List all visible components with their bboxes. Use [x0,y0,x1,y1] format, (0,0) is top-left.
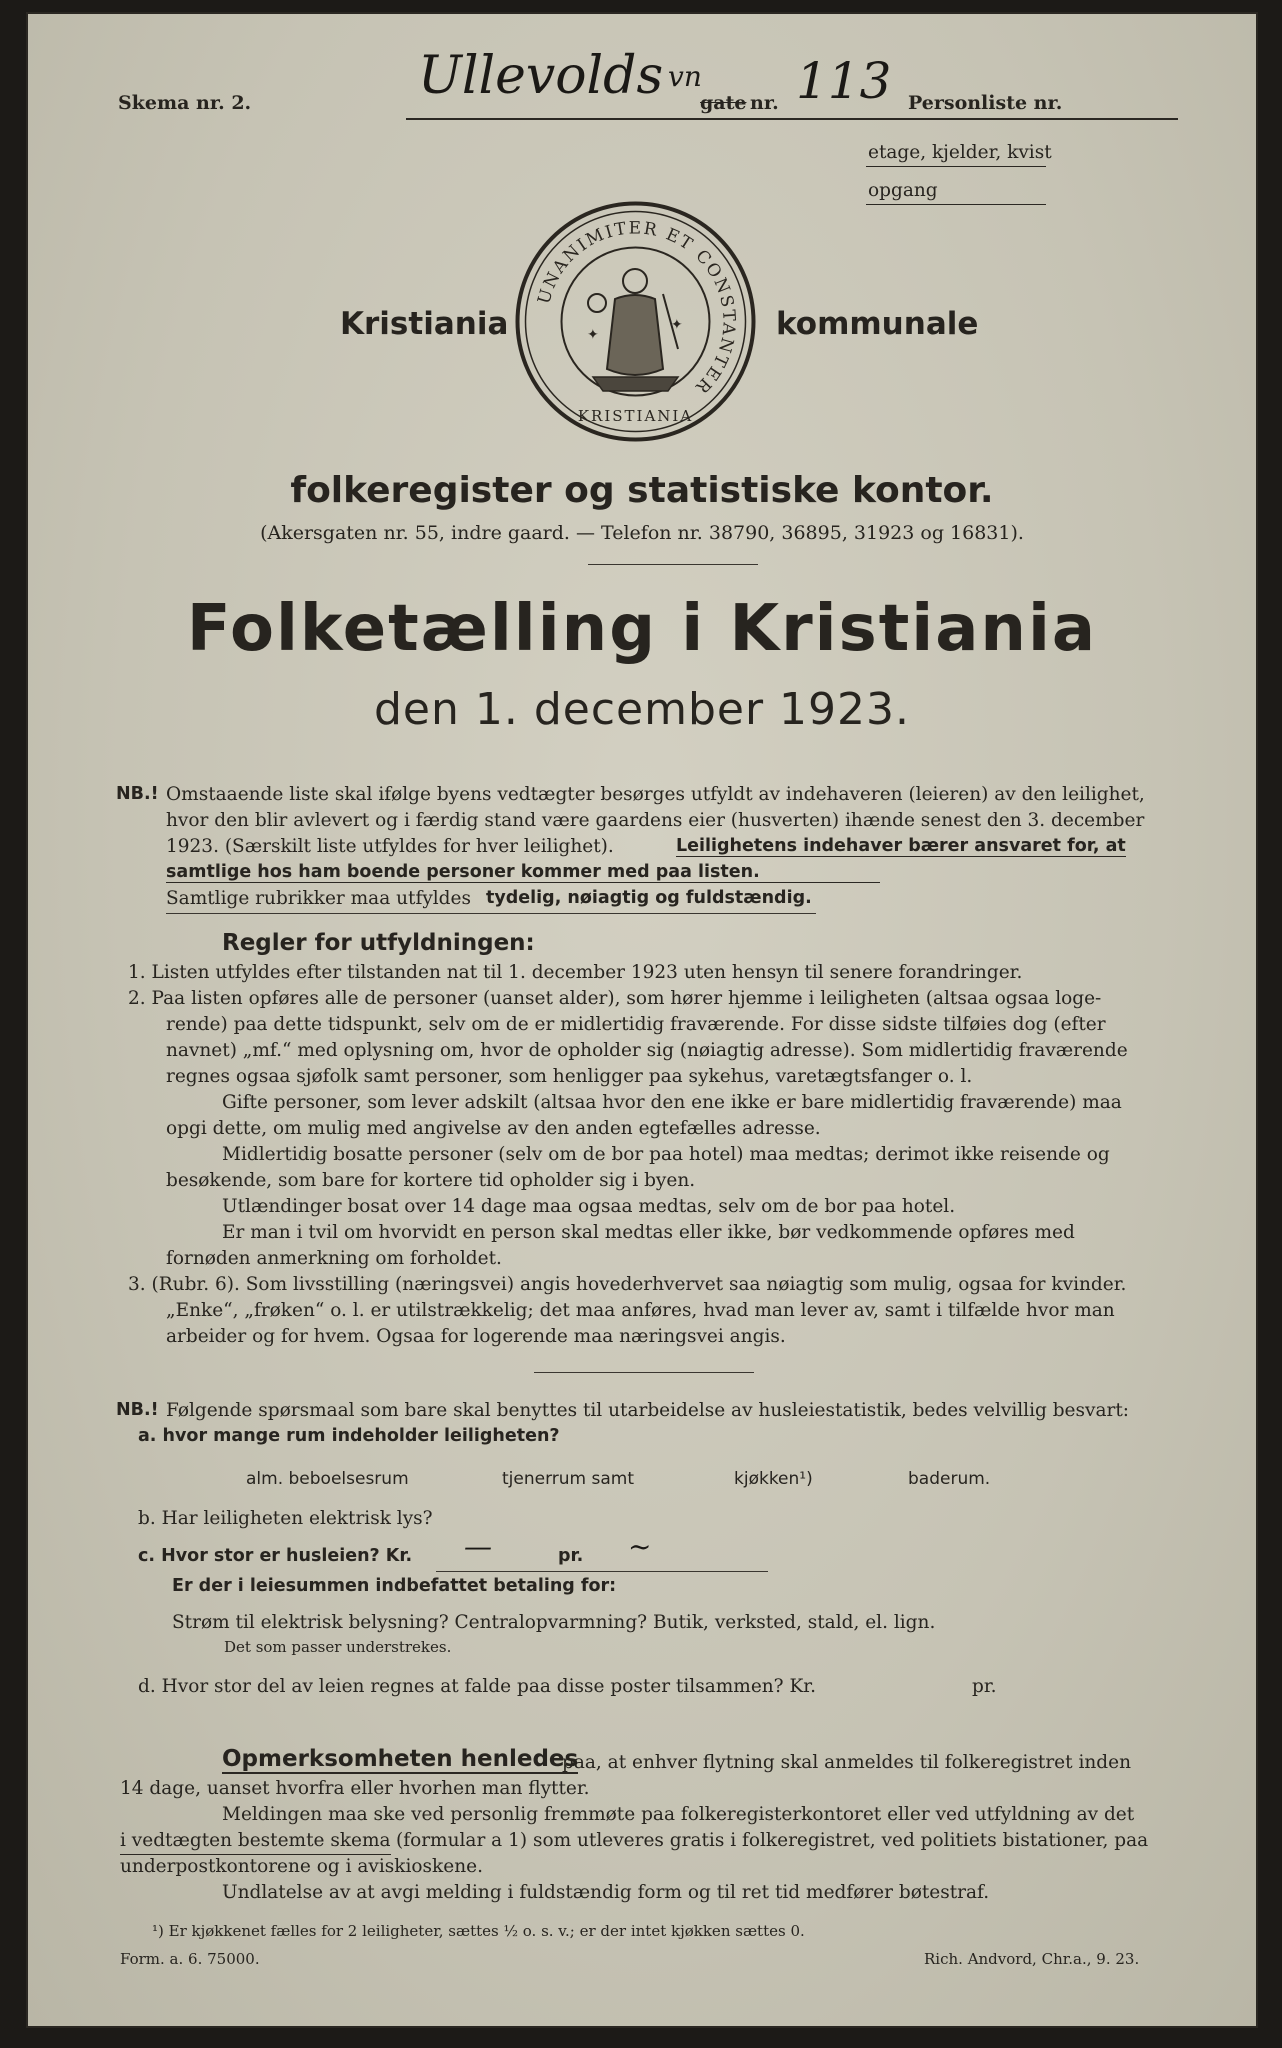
personliste-number: Personliste nr. [908,92,1063,114]
rule-line: besøkende, som bare for kortere tid opholder sig i byen. [166,1170,696,1191]
handwritten-dash: — [464,1530,492,1563]
question-c3: Strøm til elektrisk belysning? Centralopvarmning? Butik, verksted, stald, el. lign. [172,1612,936,1633]
question-c4: Det som passer understrekes. [224,1638,452,1656]
rule-line: Er man i tvil om hvorvidt en person skal medtas eller ikke, bør vedkommende opføres med [222,1222,1075,1243]
notice-heading: Opmerksomheten henledes [222,1746,579,1772]
city-seal [513,199,758,444]
notice-line5: underpostkontorene og i aviskioskene. [120,1856,483,1877]
c-underline [436,1571,768,1572]
opgang-line [866,204,1046,205]
notice-line3: Meldingen maa ske ved personlig fremmøte paa folkeregisterkontoret eller ved utfyldning av det [222,1804,1135,1825]
notice-line1: paa, at enhver flytning skal anmeldes til folkeregistret inden [562,1752,1131,1773]
seal-bottom-text: KRISTIANIA [577,407,694,425]
census-form-page [28,14,1256,2026]
a-kjokken: kjøkken¹) [734,1469,813,1489]
rule-line: „Enke“, „frøken“ o. l. er utilstrækkelig; det maa anføres, hvad man lever av, samt i tilfælde hvor man [166,1300,1115,1321]
nr-label: nr. [750,92,779,114]
a-bad: baderum. [908,1469,991,1489]
skema-number: Skema nr. 2. [118,92,252,114]
handwritten-tilde: ~ [628,1530,652,1563]
nb2-intro: Følgende spørsmaal som bare skal benyttes til utarbeidelse av husleiestatistik, bedes velvillig besvart: [166,1400,1129,1421]
etage-line [866,166,1046,167]
nb1-line4: samtlige hos ham boende personer kommer med paa listen. [166,862,880,883]
rule-line: rende) paa dette tidspunkt, selv om de er midlertidig fraværende. For disse sidste tilføies dog (efter [166,1014,1106,1035]
rule-line: 2. Paa listen opføres alle de personer (uanset alder), som hører hjemme i leiligheten (altsaa ogsaa loge- [128,988,1102,1009]
question-c: c. Hvor stor er husleien? Kr. [138,1546,413,1566]
address-line [406,118,1178,120]
nb1-underline [166,913,816,914]
svg-text:✦: ✦ [587,327,599,343]
notice-line2: 14 dage, uanset hvorfra eller hvorhen man flytter. [120,1778,590,1799]
question-d: d. Hvor stor del av leien regnes at falde paa disse poster tilsammen? Kr. [138,1676,816,1697]
rule-line: Utlændinger bosat over 14 dage maa ogsaa medtas, selv om de bor paa hotel. [222,1196,956,1217]
etage-label: etage, kjelder, kvist [868,142,1052,163]
footnote: ¹) Er kjøkkenet fælles for 2 leiligheter, sættes ½ o. s. v.; er der intet kjøkken sættes 0. [152,1922,805,1940]
rule-line: arbeider og for hvem. Ogsaa for logerende maa næringsvei angis. [166,1326,786,1347]
rule-line: Midlertidig bosatte personer (selv om de bor paa hotel) maa medtas; derimot ikke reisende og [222,1144,1110,1165]
rule-line: opgi dette, om mulig med angivelse av den anden egtefælles adresse. [166,1118,821,1139]
nb1-label: NB.! [116,784,159,804]
question-b: b. Har leiligheten elektrisk lys? [138,1508,433,1529]
a-tjener: tjenerrum samt [502,1469,634,1489]
rule-line: 1. Listen utfyldes efter tilstanden nat til 1. december 1923 uten hensyn til senere forandringer. [128,962,1023,983]
handwritten-house-number: 113 [796,52,892,110]
notice-line4b: (formular a 1) som utleveres gratis i folkeregistret, ved politiets bistationer, paa [396,1830,1149,1851]
svg-text:✦: ✦ [671,317,683,333]
main-subtitle: den 1. december 1923. [373,684,910,735]
question-c2: Er der i leiesummen indbefattet betaling for: [172,1576,617,1596]
handwritten-vei: vn [668,60,702,93]
nb1-line3a: 1923. (Særskilt liste utfyldes for hver leilighet). [166,836,614,857]
a-alm: alm. beboelsesrum [246,1469,409,1489]
kommunale-word: kommunale [776,306,979,342]
nb1-line5a: Samtlige rubrikker maa utfyldes [166,888,471,909]
seal-icon [513,199,758,444]
notice-line6: Undlatelse av at avgi melding i fuldstændig form og til ret tid medfører bøtestraf. [222,1882,990,1903]
gate-label: gate [700,92,747,114]
kristiania-word: Kristiania [340,306,509,342]
main-title: Folketælling i Kristiania [186,592,1098,666]
nb2-label: NB.! [116,1400,159,1420]
rule-line: regnes ogsaa sjøfolk samt personer, som henligger paa sykehus, varetægtsfanger o. l. [166,1066,973,1087]
nb1-line1: Omstaaende liste skal ifølge byens vedtægter besørges utfyldt av indehaveren (leieren) av den leilighet, [166,784,1145,805]
rule-line: navnet) „mf.“ med oplysning om, hvor de opholder sig (nøiagtig adresse). Som midlertidig fraværende [166,1040,1128,1061]
office-title: folkeregister og statistiske kontor. [290,470,994,511]
rule-line: Gifte personer, som lever adskilt (altsaa hvor den ene ikke er bare midlertidig fraværende) maa [222,1092,1122,1113]
handwritten-street: Ullevolds [418,46,664,106]
form-number: Form. a. 6. 75000. [120,1950,260,1968]
rule-line: fornøden anmerkning om forholdet. [166,1248,502,1269]
nb1-line3b: Leilighetens indehaver bærer ansvaret for, at [676,836,1126,856]
question-a: a. hvor mange rum indeholder leiligheten? [138,1426,560,1446]
c-pr: pr. [558,1546,584,1566]
printer-info: Rich. Andvord, Chr.a., 9. 23. [924,1950,1140,1968]
nb1-line2: hvor den blir avlevert og i færdig stand være gaardens eier (husverten) ihænde senest den 3. december [166,810,1145,831]
notice-line4a: i vedtægten bestemte skema [120,1828,391,1855]
rules-heading: Regler for utfyldningen: [222,930,535,956]
svg-text:UNANIMITER ET CONSTANTER: UNANIMITER ET CONSTANTER [534,218,739,399]
office-address: (Akersgaten nr. 55, indre gaard. — Telefon nr. 38790, 36895, 31923 og 16831). [260,522,1024,544]
rule-line: 3. (Rubr. 6). Som livsstilling (næringsvei) angis hovederhvervet saa nøiagtig som mulig, ogsaa for kvinder. [128,1274,1127,1295]
d-pr: pr. [972,1676,997,1697]
opgang-label: opgang [868,180,938,201]
divider [534,1372,754,1373]
nb1-line5b: tydelig, nøiagtig og fuldstændig. [486,888,812,908]
divider [588,564,758,565]
